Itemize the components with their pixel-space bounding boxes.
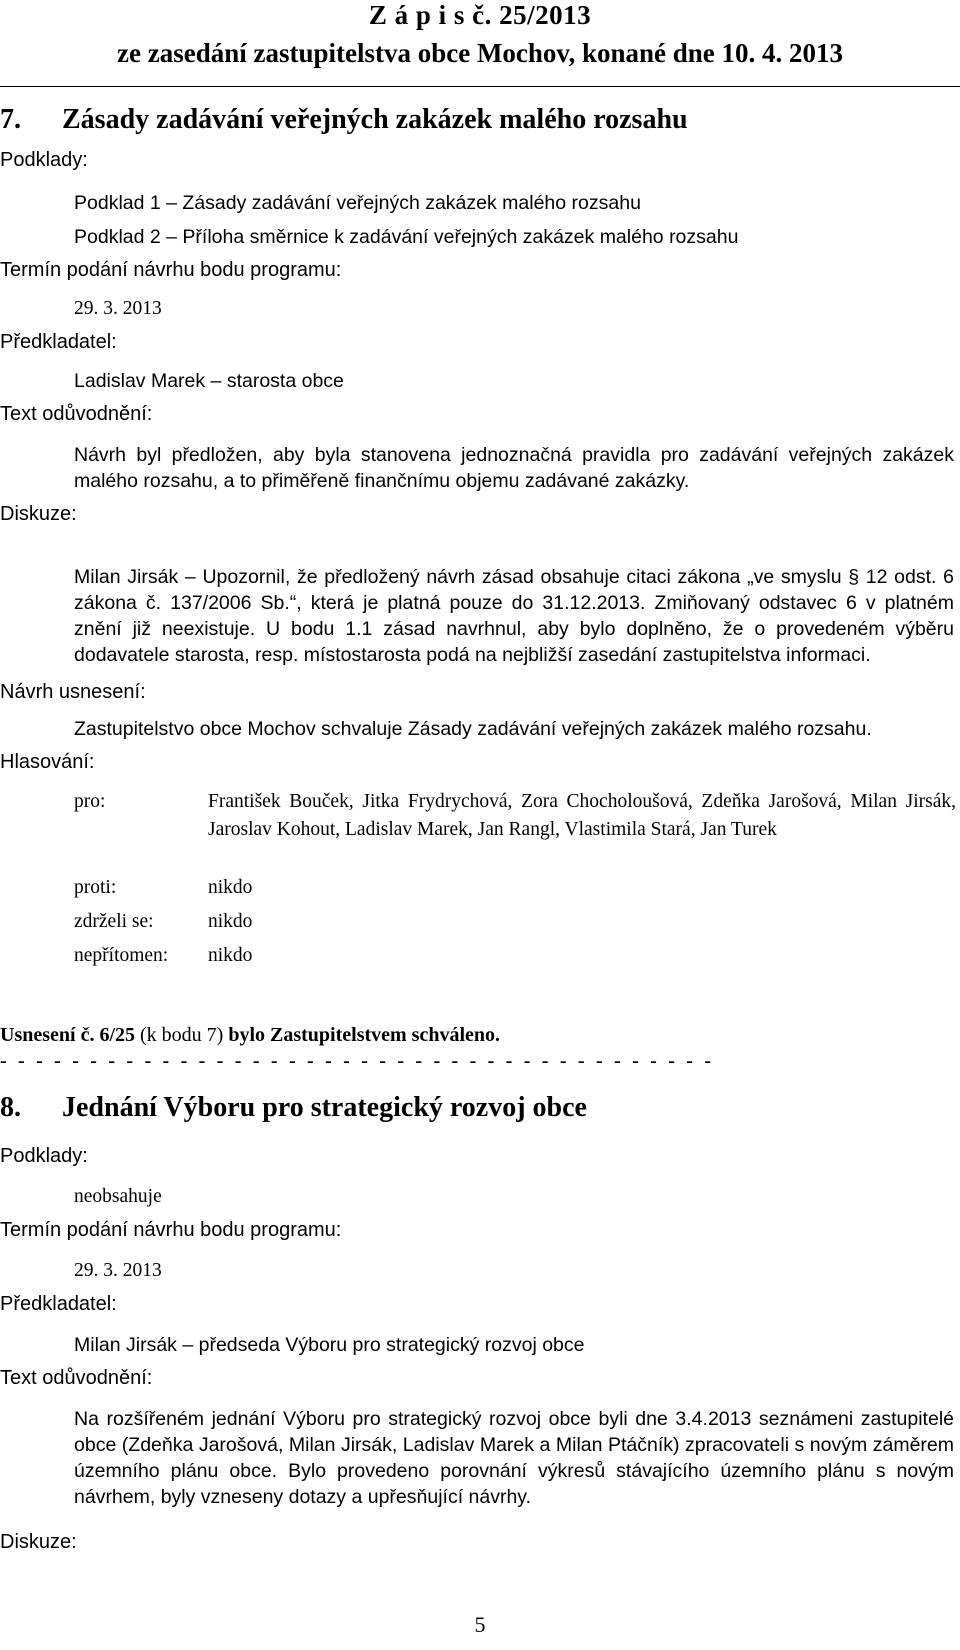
usneseni-status: bylo Zastupitelstvem schváleno. [228,1024,501,1046]
section-8-title: Jednání Výboru pro strategický rozvoj obce [62,1092,587,1123]
vote-value-nepritomen: nikdo [208,945,253,966]
podklad-2: Podklad 2 – Příloha směrnice k zadávání veřejných zakázek malého rozsahu [74,226,739,248]
vote-label-pro: pro: [74,791,106,812]
label-oduvodneni: Text odůvodnění: [0,403,153,425]
section-separator: - - - - - - - - - - - - - - - - - - - - - - - - - - - - - - - - - - - - - - - - [0,1050,715,1072]
label-podklady: Podklady: [0,149,88,171]
label-podklady-8: Podklady: [0,1145,88,1167]
label-termin-8: Termín podání návrhu bodu programu: [0,1219,342,1241]
section-8-heading [0,1092,587,1124]
vote-label-proti: proti: [74,877,117,898]
termin-value-8: 29. 3. 2013 [74,1260,162,1281]
navrh-usneseni-text: Zastupitelstvo obce Mochov schvaluje Zásady zadávání veřejných zakázek malého rozsahu. [74,718,872,740]
section-7-heading [0,104,688,136]
vote-value-pro: František Bouček, Jitka Frydrychová, Zora Chocholoušová, Zdeňka Jarošová, Milan Jirsák, Jaroslav Kohout, Ladislav Marek, Jan Rangl, Vlastimila Stará, Jan Turek [208,791,956,840]
label-predkladatel: Předkladatel: [0,331,117,353]
termin-value: 29. 3. 2013 [74,298,162,319]
diskuze-text: Upozornil, že předložený návrh zásad obsahuje citaci zákona „ve smyslu § 12 odst. 6 zákona č. 137/2006 Sb.“, která je platná pouze do 31.12.2013. Zmiňovaný odstavec 6 v platném znění již neexistuje. U bodu 1.1 zásad navrhnul, aby bylo doplněno, že o provedeném výběru dodavatele starosta, resp. místostarosta podá na nejbližší zasedání zastupitelstva informaci. [74,566,954,666]
label-diskuze: Diskuze: [0,503,77,525]
oduvodneni-text: Návrh byl předložen, aby byla stanovena jednoznačná pravidla pro zadávání veřejných zakázek malého rozsahu, a to přiměřeně finančnímu objemu zadávané zakázky. [74,444,954,492]
section-8-number: 8. [0,1092,21,1123]
document-title: Z á p i s č. 25/2013 [368,0,592,30]
section-7-title: Zásady zadávání veřejných zakázek malého rozsahu [62,104,688,135]
usneseni-ref: (k bodu 7) [135,1024,229,1046]
podklady-value-8: neobsahuje [74,1186,162,1207]
label-diskuze-8: Diskuze: [0,1531,77,1553]
label-predkladatel-8: Předkladatel: [0,1293,117,1315]
predkladatel-value: Ladislav Marek – starosta obce [74,370,344,392]
diskuze-entry [74,564,954,668]
oduvodneni-text-8: Na rozšířeném jednání Výboru pro strategický rozvoj obce byli dne 3.4.2013 seznámeni zastupitelé obce (Zdeňka Jarošová, Milan Jirsák, Ladislav Marek a Milan Ptáčník) zpracovateli s novým záměrem územního plánu obce. Bylo provedeno porovnání výkresů stávajícího územního plánu s novým návrhem, byly vzneseny dotazy a upřesňující návrhy. [74,1408,954,1508]
label-termin: Termín podání návrhu bodu programu: [0,259,342,281]
usneseni-result [0,1022,500,1048]
vote-label-zdrzeli: zdrželi se: [74,911,154,932]
page-number: 5 [474,1612,486,1637]
vote-value-proti: nikdo [208,877,253,898]
vote-label-nepritomen: nepřítomen: [74,945,169,966]
label-navrh-usneseni: Návrh usnesení: [0,681,146,703]
usneseni-number: Usnesení č. 6/25 [0,1024,135,1046]
vote-value-zdrzeli: nikdo [208,911,253,932]
podklad-1: Podklad 1 – Zásady zadávání veřejných zakázek malého rozsahu [74,192,641,214]
header-rule [0,86,960,87]
predkladatel-value-8: Milan Jirsák – předseda Výboru pro strategický rozvoj obce [74,1334,585,1356]
section-7-number: 7. [0,104,21,135]
label-oduvodneni-8: Text odůvodnění: [0,1367,153,1389]
document-subtitle: ze zasedání zastupitelstva obce Mochov, konané dne 10. 4. 2013 [117,38,843,68]
label-hlasovani: Hlasování: [0,751,95,773]
diskuze-speaker: Milan Jirsák – [74,566,196,588]
